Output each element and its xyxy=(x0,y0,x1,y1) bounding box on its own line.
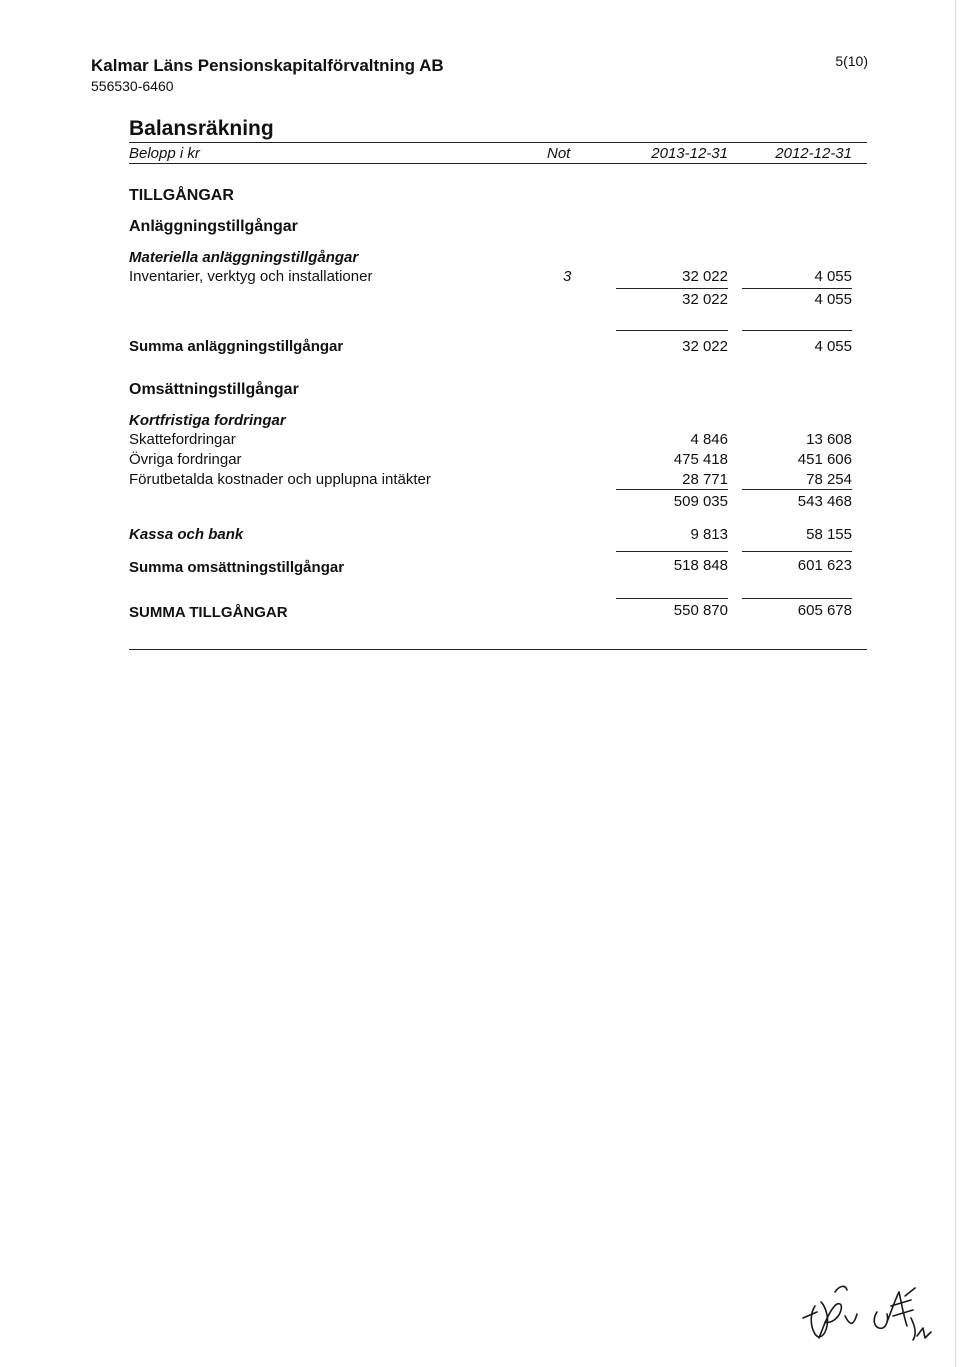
column-header-2012: 2012-12-31 xyxy=(775,145,852,162)
row-value-2013-inventarier: 32 022 xyxy=(682,268,728,285)
grand-total-label: SUMMA TILLGÅNGAR xyxy=(129,604,288,621)
report-title: Balansräkning xyxy=(129,117,274,140)
grand-total-2012: 605 678 xyxy=(797,602,852,619)
grand-total-2013: 550 870 xyxy=(673,602,728,619)
note-column-header: Not xyxy=(547,145,571,162)
page-number: 5(10) xyxy=(835,53,868,69)
unit-label: Belopp i kr xyxy=(129,145,200,162)
title-rule xyxy=(129,142,867,143)
receivables-rule-2012 xyxy=(742,489,852,490)
subtotal-rule-2013 xyxy=(616,288,728,289)
current-total-rule-2013 xyxy=(616,551,728,552)
fixed-total-2013: 32 022 xyxy=(682,338,728,355)
subtotal-rule-2012 xyxy=(742,288,852,289)
page-edge xyxy=(955,0,956,1367)
column-header-2013: 2013-12-31 xyxy=(651,145,728,162)
receivables-subtotal-2012: 543 468 xyxy=(797,493,852,510)
row-value-2012-inventarier: 4 055 xyxy=(814,268,852,285)
company-name: Kalmar Läns Pensionskapitalförvaltning AB xyxy=(91,56,444,75)
receivables-subtotal-2013: 509 035 xyxy=(673,493,728,510)
row-value-2012-forutbetalda: 78 254 xyxy=(806,471,852,488)
fixed-assets-heading: Anläggningstillgångar xyxy=(129,218,298,235)
row-label-forutbetalda: Förutbetalda kostnader och upplupna intäkter xyxy=(129,471,431,488)
row-value-2012-skattefordringar: 13 608 xyxy=(806,431,852,448)
current-total-2012: 601 623 xyxy=(797,557,852,574)
org-number: 556530-6460 xyxy=(91,78,174,94)
total-rule-2013 xyxy=(616,330,728,331)
tangible-assets-heading: Materiella anläggningstillgångar xyxy=(129,249,359,266)
current-total-2013: 518 848 xyxy=(673,557,728,574)
row-note-inventarier: 3 xyxy=(563,268,572,285)
grand-total-rule-2013 xyxy=(616,598,728,599)
current-assets-heading: Omsättningstillgångar xyxy=(129,381,299,398)
row-label-ovriga-fordringar: Övriga fordringar xyxy=(129,451,242,468)
row-value-2013-skattefordringar: 4 846 xyxy=(690,431,728,448)
tangible-subtotal-2013: 32 022 xyxy=(682,291,728,308)
total-rule-2012 xyxy=(742,330,852,331)
row-value-2013-forutbetalda: 28 771 xyxy=(682,471,728,488)
receivables-heading: Kortfristiga fordringar xyxy=(129,412,286,429)
row-label-skattefordringar: Skattefordringar xyxy=(129,431,236,448)
cash-2013: 9 813 xyxy=(690,526,728,543)
current-total-rule-2012 xyxy=(742,551,852,552)
current-total-label: Summa omsättningstillgångar xyxy=(129,559,345,576)
header-rule xyxy=(129,163,867,164)
fixed-total-2012: 4 055 xyxy=(814,338,852,355)
cash-2012: 58 155 xyxy=(806,526,852,543)
receivables-rule-2013 xyxy=(616,489,728,490)
assets-heading: TILLGÅNGAR xyxy=(129,187,234,204)
bottom-rule xyxy=(129,649,867,650)
grand-total-rule-2012 xyxy=(742,598,852,599)
fixed-total-label: Summa anläggningstillgångar xyxy=(129,338,344,355)
row-value-2013-ovriga-fordringar: 475 418 xyxy=(673,451,728,468)
signature-initials xyxy=(795,1278,940,1350)
tangible-subtotal-2012: 4 055 xyxy=(814,291,852,308)
row-value-2012-ovriga-fordringar: 451 606 xyxy=(797,451,852,468)
cash-label: Kassa och bank xyxy=(129,526,244,543)
row-label-inventarier: Inventarier, verktyg och installationer xyxy=(129,268,373,285)
